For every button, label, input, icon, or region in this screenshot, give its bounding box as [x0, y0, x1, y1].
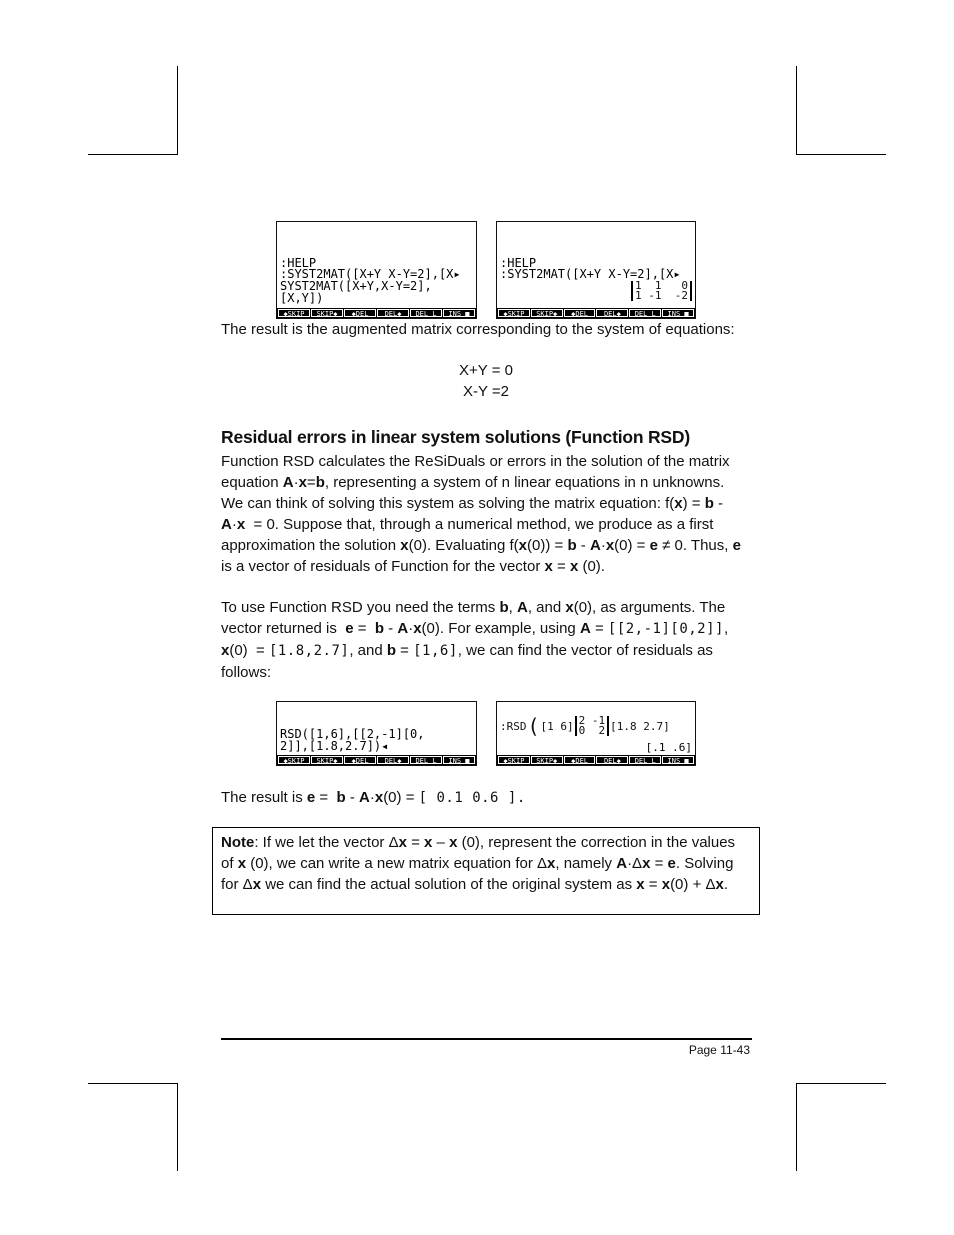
screen-line: RSD([1,6],[[2,-1][0,	[280, 727, 425, 741]
screen-line: :SYST2MAT([X+Y X-Y=2],[X▸	[280, 267, 461, 281]
softkey: SKIP◆	[531, 756, 563, 764]
softkey-bar	[277, 308, 476, 318]
rsd-vector-b: [1 6]	[540, 719, 574, 733]
crop-mark	[177, 1083, 178, 1171]
softkey: ◆SKIP	[278, 756, 310, 764]
calculator-screen-rsd-result	[496, 701, 696, 766]
softkey: DEL L	[410, 756, 442, 764]
rsd-result: [.1 .6]	[645, 741, 692, 754]
note-box: Note: If we let the vector Δx = x – x (0), represent the correction in the values of x (0), we can write a new matrix equation for Δx, namely A·Δx = e. Solving for Δx we can find the actual solution of the original system as x = x(0) + Δx.	[212, 827, 760, 915]
softkey-bar	[277, 755, 476, 765]
screen-line: :HELP	[280, 256, 317, 270]
softkey: SKIP◆	[531, 309, 563, 317]
calculator-screen-matrix-result	[496, 221, 696, 319]
equation-2: X-Y =2	[462, 383, 509, 400]
softkey-bar	[497, 308, 695, 318]
softkey-bar	[497, 755, 695, 765]
calculator-screen-help	[276, 221, 477, 319]
rsd-matrix-a	[575, 716, 610, 736]
calculator-screen-rsd-input	[276, 701, 477, 766]
screen-line: [X,Y])	[280, 291, 324, 305]
softkey: ◆DEL	[564, 309, 596, 317]
footer-rule	[221, 1038, 752, 1040]
rsd-vector-x0: [1.8 2.7]	[610, 719, 670, 733]
softkey: DEL◆	[377, 756, 409, 764]
softkey: ◆SKIP	[498, 756, 530, 764]
softkey: DEL L	[629, 309, 661, 317]
matrix-row: 2 -1	[578, 714, 606, 727]
matrix-row: 1 1 0	[635, 279, 688, 292]
softkey: INS ■	[443, 756, 475, 764]
screen-line: SYST2MAT([X+Y,X-Y=2],	[280, 279, 432, 293]
paragraph-rsd-intro: Function RSD calculates the ReSiDuals or errors in the solution of the matrix equation A·x=b, representing a system of n linear equations in n unknowns. We can think of solving this system as solving the matrix equation: f(x) = b - A·x = 0. Suppose that, through a numerical method, we produce as a first approximation the solution x(0). Evaluating f(x(0)) = b - A·x(0) = e ≠ 0. Thus, e is a vector of residuals of Function for the vector x = x (0).	[221, 453, 741, 575]
softkey: ◆DEL	[344, 756, 376, 764]
crop-mark	[796, 1083, 797, 1171]
result-matrix	[631, 281, 692, 301]
crop-mark	[177, 66, 178, 154]
page-number: Page 11-43	[688, 1043, 750, 1057]
softkey: SKIP◆	[311, 309, 343, 317]
softkey: DEL L	[629, 756, 661, 764]
section-heading: Residual errors in linear system solutions (Function RSD)	[221, 427, 690, 447]
screen-line: :HELP	[500, 256, 537, 270]
equation-1: X+Y = 0	[459, 362, 513, 379]
matrix-row: 1 -1 -2	[635, 289, 688, 302]
softkey: DEL◆	[596, 756, 628, 764]
softkey: ◆SKIP	[278, 309, 310, 317]
rsd-prefix: :RSD	[500, 719, 527, 733]
crop-mark	[88, 1083, 178, 1084]
softkey: SKIP◆	[311, 756, 343, 764]
result-value: [ 0.1 0.6 ].	[418, 790, 526, 806]
softkey: INS ■	[662, 309, 694, 317]
softkey: INS ■	[443, 309, 475, 317]
softkey: DEL◆	[377, 309, 409, 317]
softkey: ◆DEL	[564, 756, 596, 764]
softkey: ◆SKIP	[498, 309, 530, 317]
crop-mark	[88, 154, 178, 155]
matrix-row: 0 2	[578, 724, 606, 737]
screen-line: :SYST2MAT([X+Y X-Y=2],[X▸	[500, 267, 681, 281]
crop-mark	[796, 154, 886, 155]
softkey: INS ■	[662, 756, 694, 764]
screen-line: 2]],[1.8,2.7])◂	[280, 739, 389, 753]
rsd-expression: :RSD ( [1 6] 2 -1 0 2 [1.8 2.7]	[500, 714, 670, 738]
softkey: ◆DEL	[344, 309, 376, 317]
crop-mark	[796, 66, 797, 154]
paragraph-rsd-usage: To use Function RSD you need the terms b, A, and x(0), as arguments. The vector returned is e = b - A·x(0). For example, using A = [[2,-1][0,2]], x(0) = [1.8,2.7], and b = [1,6], we can find the vector of residuals as follows:	[221, 599, 729, 681]
softkey: DEL L	[410, 309, 442, 317]
result-intro: The result is the augmented matrix corresponding to the system of equations:	[221, 321, 735, 338]
result-line: The result is e = b - A·x(0) = [ 0.1 0.6 ].	[221, 789, 526, 806]
crop-mark	[796, 1083, 886, 1084]
result-line-prefix: The result is	[221, 789, 303, 806]
softkey: DEL◆	[596, 309, 628, 317]
